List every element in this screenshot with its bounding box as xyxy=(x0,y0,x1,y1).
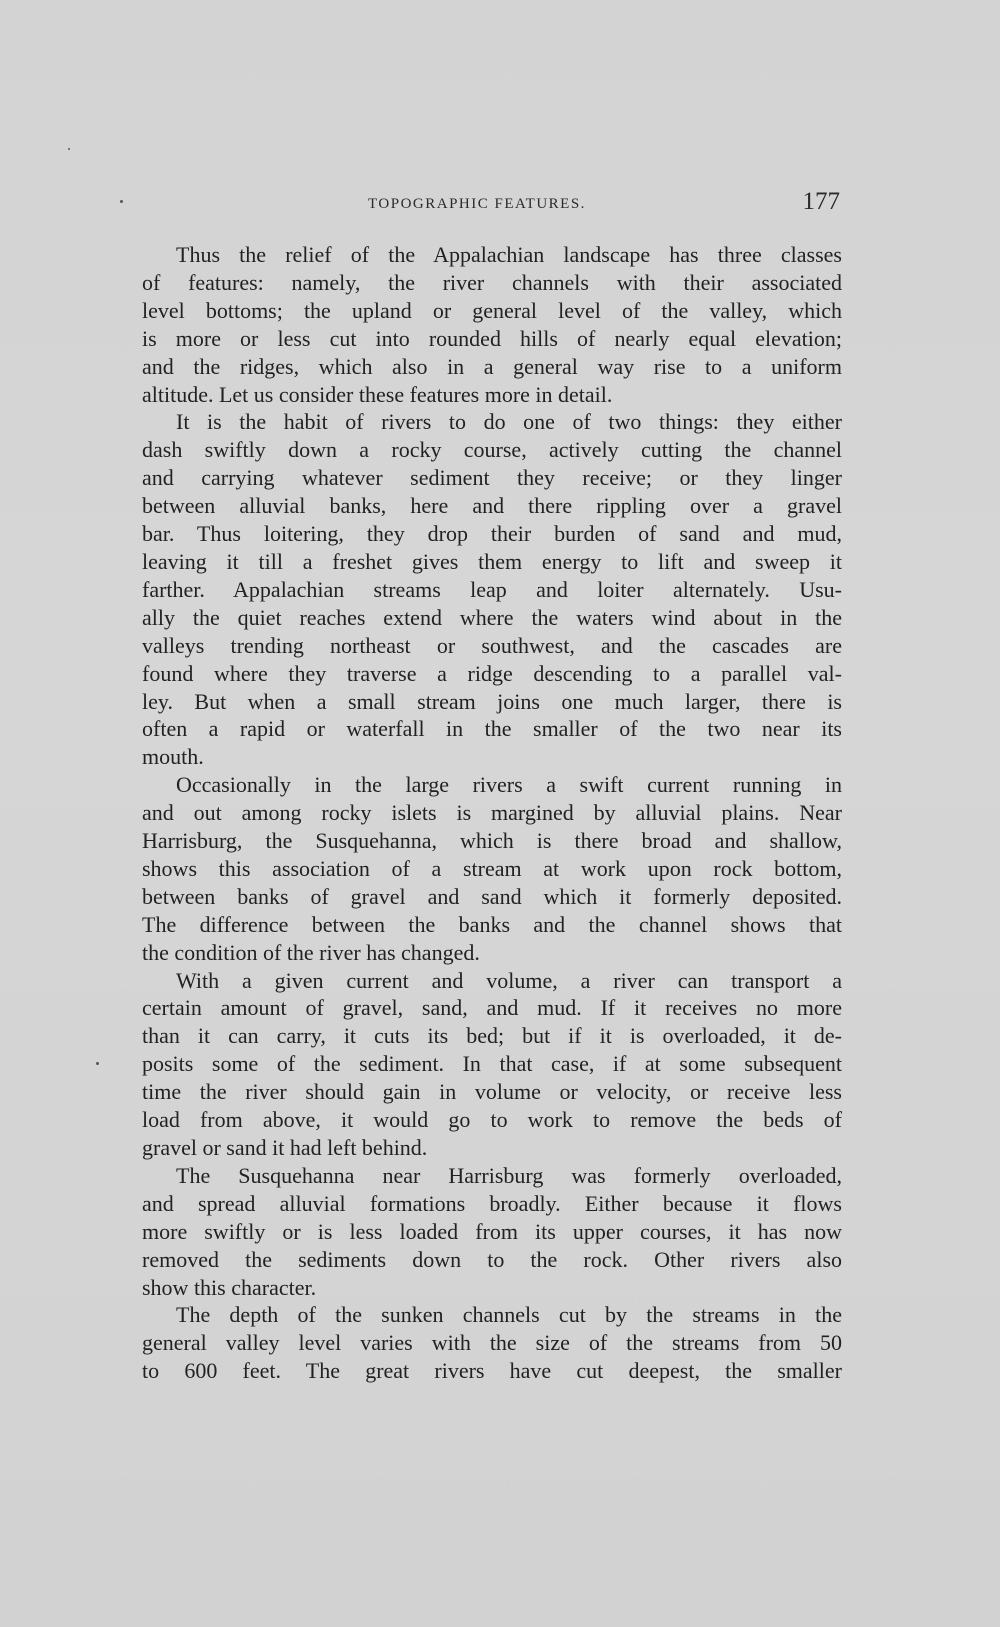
paragraph xyxy=(142,1162,842,1302)
text-line: leaving it till a freshet gives them energy to lift and sweep it xyxy=(142,548,842,574)
text-line: removed the sediments down to the rock. Other rivers also xyxy=(142,1246,842,1272)
paragraph xyxy=(142,408,842,771)
body-text xyxy=(142,241,842,1385)
paper-speck xyxy=(120,200,123,203)
text-line: bar. Thus loitering, they drop their burden of sand and mud, xyxy=(142,521,842,547)
paragraph xyxy=(142,967,842,1162)
text-line: certain amount of gravel, sand, and mud. If it receives no more xyxy=(142,995,842,1021)
text-line: between alluvial banks, here and there rippling over a gravel xyxy=(142,493,842,519)
text-line: and carrying whatever sediment they receive; or they linger xyxy=(142,465,842,491)
text-line: valleys trending northeast or southwest, and the cascades are xyxy=(142,632,842,658)
text-line: altitude. Let us consider these features more in detail. xyxy=(142,381,613,407)
text-line: and the ridges, which also in a general way rise to a uniform xyxy=(142,353,842,379)
text-line: to 600 feet. The great rivers have cut deepest, the smaller xyxy=(142,1358,842,1384)
paragraph xyxy=(142,241,842,408)
text-line: Harrisburg, the Susquehanna, which is there broad and shallow, xyxy=(142,828,842,854)
text-line: than it can carry, it cuts its bed; but if it is overloaded, it de- xyxy=(142,1023,842,1049)
page-number: 177 xyxy=(802,188,840,215)
text-line: often a rapid or waterfall in the smaller of the two near its xyxy=(142,716,842,742)
text-line: is more or less cut into rounded hills of nearly equal elevation; xyxy=(142,325,842,351)
text-line: ally the quiet reaches extend where the waters wind about in the xyxy=(142,604,842,630)
text-line: shows this association of a stream at work upon rock bottom, xyxy=(142,855,842,881)
text-line: level bottoms; the upland or general level of the valley, which xyxy=(142,297,842,323)
paragraph xyxy=(142,1301,842,1385)
text-line: gravel or sand it had left behind. xyxy=(142,1135,428,1160)
text-line: and spread alluvial formations broadly. Either because it flows xyxy=(142,1190,842,1216)
paragraph xyxy=(142,771,842,966)
text-line: and out among rocky islets is margined by alluvial plains. Near xyxy=(142,800,842,826)
running-head xyxy=(140,188,840,220)
text-line: show this character. xyxy=(142,1274,317,1300)
text-line: farther. Appalachian streams leap and loiter alternately. Usu- xyxy=(142,576,842,602)
text-line: load from above, it would go to work to remove the beds of xyxy=(142,1107,842,1133)
text-line: between banks of gravel and sand which it formerly deposited. xyxy=(142,883,842,909)
text-line: the condition of the river has changed. xyxy=(142,939,480,965)
text-line: dash swiftly down a rocky course, actively cutting the channel xyxy=(142,437,842,463)
text-line: posits some of the sediment. In that case, if at some subsequent xyxy=(142,1051,842,1077)
text-line: general valley level varies with the size of the streams from 50 xyxy=(142,1330,842,1356)
running-title: TOPOGRAPHIC FEATURES. xyxy=(368,196,586,212)
text-line: mouth. xyxy=(142,744,204,770)
text-line: found where they traverse a ridge descending to a parallel val- xyxy=(142,660,842,686)
paper-speck xyxy=(68,148,70,150)
text-line: Thus the relief of the Appalachian landscape has three classes xyxy=(176,242,842,267)
text-line: The depth of the sunken channels cut by the streams in the xyxy=(176,1302,842,1328)
text-line: ley. But when a small stream joins one much larger, there is xyxy=(142,688,842,714)
text-line: The Susquehanna near Harrisburg was formerly overloaded, xyxy=(176,1162,842,1188)
paper-speck xyxy=(96,1062,99,1065)
text-line: Occasionally in the large rivers a swift current running in xyxy=(176,772,842,798)
text-line: It is the habit of rivers to do one of two things: they either xyxy=(176,409,842,435)
text-line: With a given current and volume, a river can transport a xyxy=(176,967,842,993)
text-line: time the river should gain in volume or velocity, or receive less xyxy=(142,1079,842,1105)
text-line: of features: namely, the river channels with their associated xyxy=(142,269,842,295)
text-line: more swiftly or is less loaded from its upper courses, it has now xyxy=(142,1218,842,1244)
text-line: The difference between the banks and the channel shows that xyxy=(142,911,842,937)
